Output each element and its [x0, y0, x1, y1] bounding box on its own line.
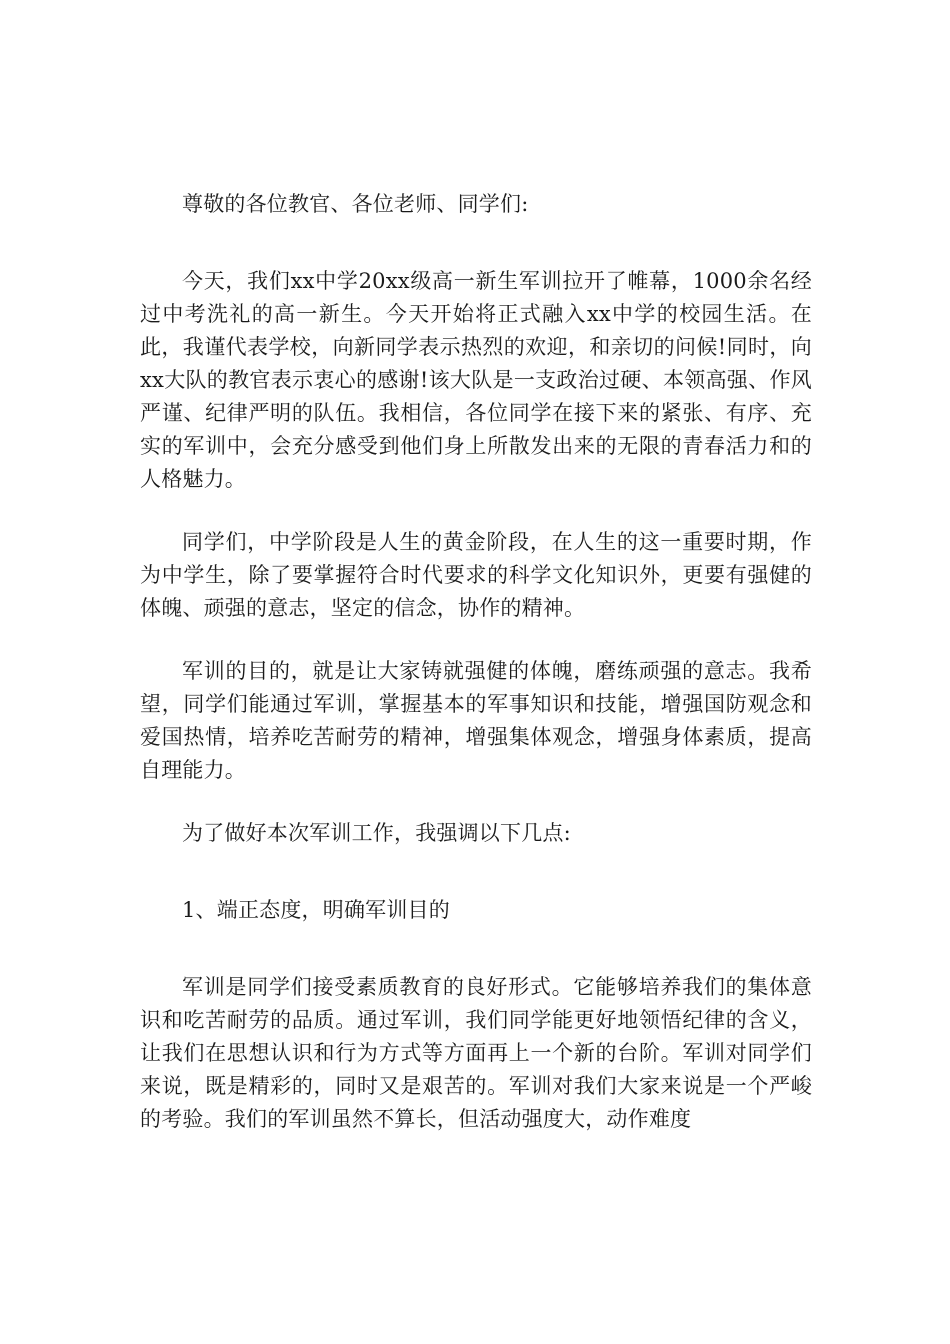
paragraph-golden-stage: 同学们，中学阶段是人生的黄金阶段，在人生的这一重要时期，作为中学生，除了要掌握符合时代要求的科学文化知识外，更要有强健的体魄、顽强的意志，坚定的信念，协作的精神。 — [140, 530, 812, 620]
paragraph-points-intro: 为了做好本次军训工作，我强调以下几点: — [182, 821, 571, 845]
paragraph-welcome: 今天，我们xx中学20xx级高一新生军训拉开了帷幕，1000余名经过中考洗礼的高一新生。今天开始将正式融入xx中学的校园生活。在此，我谨代表学校，向新同学表示热烈的欢迎，和亲切的问候!同时，向xx大队的教官表示衷心的感谢!该大队是一支政治过硬、本领高强、作风严谨、纪律严明的队伍。我相信，各位同学在接下来的紧张、有序、充实的军训中，会充分感受到他们身上所散发出来的无限的青春活力和的人格魅力。 — [140, 269, 812, 491]
paragraph-purpose: 军训的目的，就是让大家铸就强健的体魄，磨练顽强的意志。我希望，同学们能通过军训，掌握基本的军事知识和技能，增强国防观念和爱国热情，培养吃苦耐劳的精神，增强集体观念，增强身体素质，提高自理能力。 — [140, 659, 812, 782]
paragraph-point-1-heading: 1、端正态度，明确军训目的 — [182, 898, 450, 922]
document-body — [140, 188, 812, 1166]
paragraph-point-1-body: 军训是同学们接受素质教育的良好形式。它能够培养我们的集体意识和吃苦耐劳的品质。通过军训，我们同学能更好地领悟纪律的含义，让我们在思想认识和行为方式等方面再上一个新的台阶。军训对同学们来说，既是精彩的，同时又是艰苦的。军训对我们大家来说是一个严峻的考验。我们的军训虽然不算长，但活动强度大，动作难度 — [140, 975, 812, 1131]
salutation: 尊敬的各位教官、各位老师、同学们: — [182, 192, 529, 216]
